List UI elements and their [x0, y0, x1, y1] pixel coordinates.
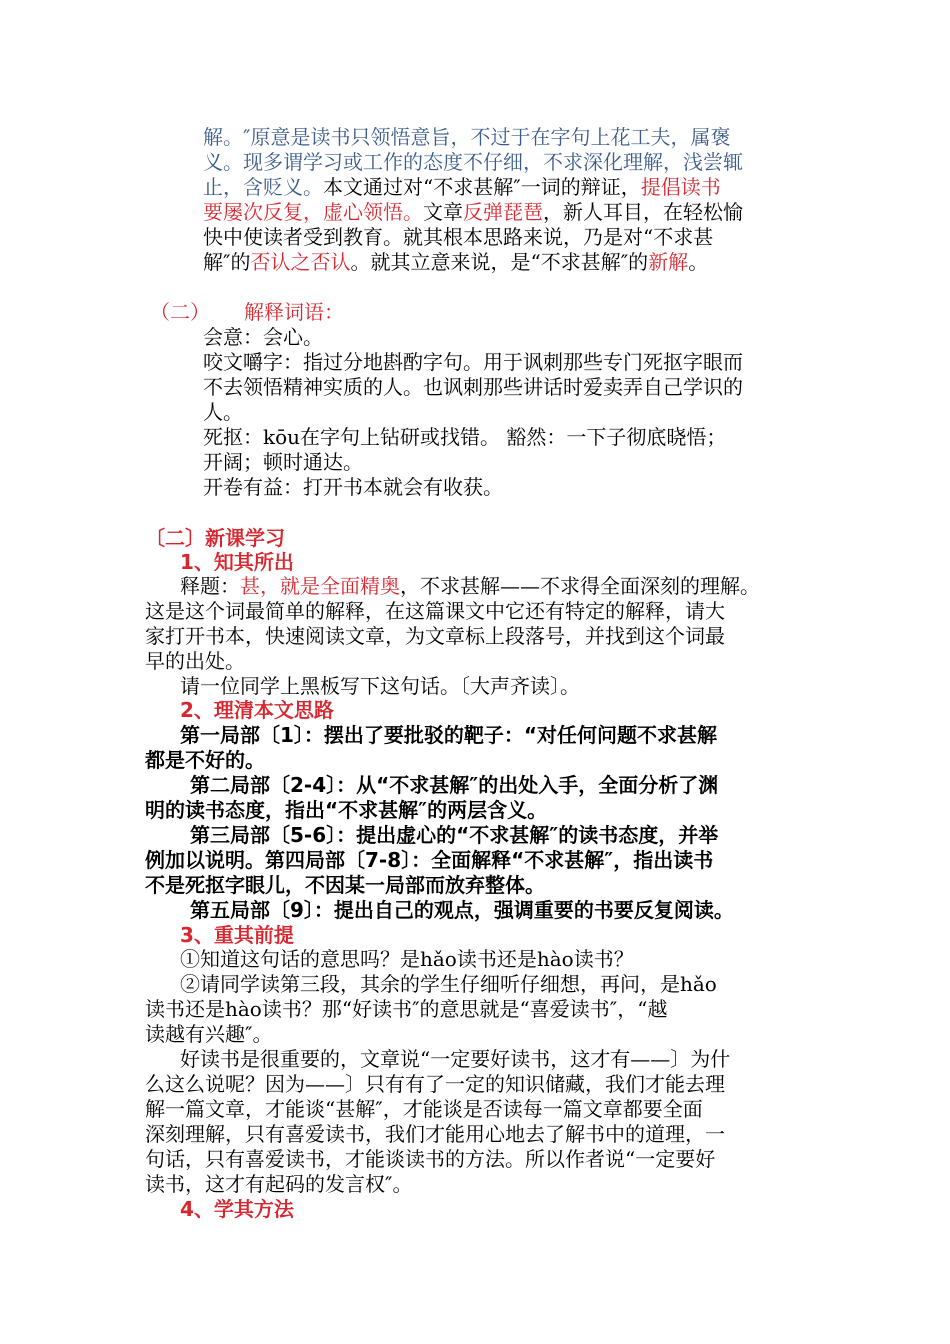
paragraph-line: 读越有兴趣″。: [145, 1022, 273, 1046]
intro-line: 快中使读者受到教育。就其根本思路来说，乃是对“不求甚: [203, 225, 714, 249]
paragraph-line: 请一位同学上黑板写下这句话。〔大声齐读〕。: [180, 674, 580, 698]
paragraph-line: ①知道这句话的意思吗？是hǎo读书还是hào读书？: [180, 947, 634, 971]
subsection-title: 1、知其所出: [180, 550, 294, 574]
intro-line: 义。现多谓学习或工作的态度不仔细，不求深化理解，浅尝辄: [203, 150, 743, 174]
outline-line: 第一局部〔1〕：摆出了要批驳的靶子：“对任何问题不求甚解: [180, 723, 718, 747]
paragraph-line: 深刻理解，只有喜爱读书，我们才能用心地去了解书中的道理，一: [145, 1122, 725, 1146]
vocab-line: 开卷有益：打开书本就会有收获。: [203, 475, 503, 499]
outline-line: 例加以说明。第四局部〔7-8〕：全面解释“不求甚解″，指出读书: [145, 848, 714, 872]
paragraph-line: 读书还是hào读书？那“好读书″的意思就是“喜爱读书″，“越: [145, 997, 668, 1021]
vocab-heading-text: 解释词语：: [244, 300, 344, 324]
vocab-line: 咬文嚼字：指过分地斟酌字句。用于讽刺那些专门死抠字眼而: [203, 350, 743, 374]
subsection-title: 3、重其前提: [180, 923, 294, 947]
vocab-line: 不去领悟精神实质的人。也讽刺那些讲话时爱卖弄自己学识的: [203, 375, 743, 399]
subsection-title: 4、学其方法: [180, 1197, 294, 1221]
intro-line: 解″的否认之否认。就其立意来说，是“不求甚解″的新解。: [203, 250, 709, 274]
vocab-line: 死抠：kōu在字句上钻研或找错。 豁然：一下子彻底晓悟；: [203, 425, 727, 449]
outline-line: 第三局部〔5-6〕：提出虚心的“不求甚解″的读书态度，并举: [190, 823, 719, 847]
subsection-title: 2、理清本文思路: [180, 698, 334, 722]
paragraph-line: 读书，这才有起码的发言权″。: [145, 1172, 413, 1196]
section-heading: 〔二〕新课学习: [145, 526, 285, 550]
intro-line: 要屡次反复，虚心领悟。文章反弹琵琶，新人耳目，在轻松愉: [203, 200, 743, 224]
intro-line: 解。″原意是读书只领悟意旨，不过于在字句上花工夫，属褒: [203, 125, 731, 149]
paragraph-line: 早的出处。: [145, 649, 245, 673]
paragraph-line: 解一篇文章，才能谈“甚解″，才能谈是否读每一篇文章都要全面: [145, 1097, 703, 1121]
outline-line: 第五局部〔9〕：提出自己的观点，强调重要的书要反复阅读。: [190, 898, 734, 922]
paragraph-line: ②请同学读第三段，其余的学生仔细听仔细想，再问，是hǎo: [180, 972, 717, 996]
paragraph-line: 句话，只有喜爱读书，才能谈读书的方法。所以作者说“一定要好: [145, 1147, 716, 1171]
paragraph-line: 释题：甚，就是全面精奥，不求甚解——不求得全面深刻的理解。: [180, 574, 760, 598]
vocab-heading-number: （二）: [150, 300, 210, 324]
paragraph-line: 么这么说呢？因为——〕只有有了一定的知识储藏，我们才能去理: [145, 1072, 725, 1096]
outline-line: 第二局部〔2-4〕：从“不求甚解″的出处入手，全面分析了渊: [190, 773, 719, 797]
outline-line: 都是不好的。: [145, 748, 265, 772]
vocab-line: 开阔；顿时通达。: [203, 450, 363, 474]
vocab-line: 人。: [203, 400, 243, 424]
intro-line: 止，含贬义。本文通过对“不求甚解″一词的辩证，提倡读书: [203, 175, 721, 199]
paragraph-line: 好读书是很重要的，文章说“一定要好读书，这才有——〕为什: [180, 1047, 731, 1071]
paragraph-line: 家打开书本，快速阅读文章，为文章标上段落号，并找到这个词最: [145, 624, 725, 648]
paragraph-line: 这是这个词最简单的解释，在这篇课文中它还有特定的解释，请大: [145, 599, 725, 623]
vocab-line: 会意：会心。: [203, 325, 323, 349]
outline-line: 不是死抠字眼儿，不因某一局部而放弃整体。: [145, 873, 545, 897]
outline-line: 明的读书态度，指出“不求甚解″的两层含义。: [145, 798, 548, 822]
vocab-heading: [150, 299, 344, 325]
